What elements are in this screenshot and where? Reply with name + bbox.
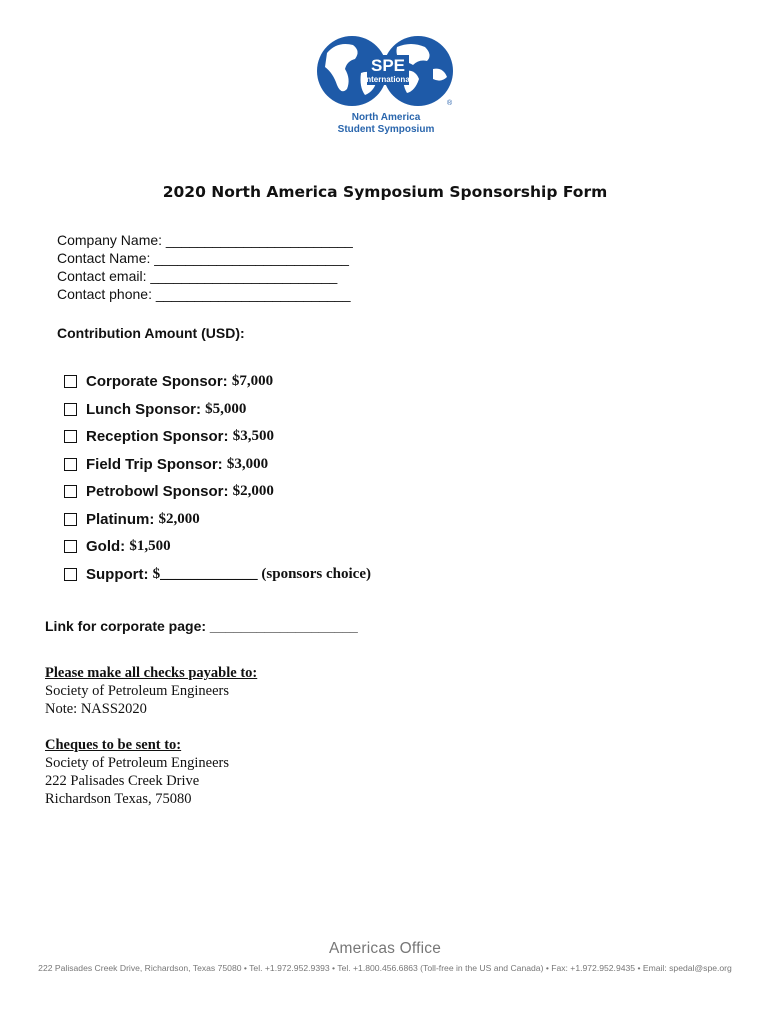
company-name-field[interactable]: Company Name: ________________________ [57,232,353,248]
checks-payable-block [45,664,257,718]
form-title: 2020 North America Symposium Sponsorship Form [162,183,608,201]
contribution-label: Contribution Amount (USD): [57,325,245,341]
option-label: Field Trip Sponsor: [86,455,227,473]
option-platinum[interactable] [64,506,371,534]
checkbox-icon[interactable] [64,375,77,388]
logo-subtitle-line1: North America [351,112,421,123]
option-lunch[interactable] [64,396,371,424]
option-label: Reception Sponsor: [86,428,233,446]
contact-phone-field[interactable]: Contact phone: _________________________ [57,286,351,302]
option-amount: $2,000 [158,510,200,527]
checkbox-icon[interactable] [64,540,77,553]
option-corporate[interactable] [64,368,371,396]
option-amount: $7,000 [231,373,274,390]
option-amount: $3,000 [226,455,269,472]
option-label: Corporate Sponsor: [86,373,232,391]
checkbox-icon[interactable] [64,568,77,581]
sponsorship-options [64,368,371,588]
footer-office: Americas Office [328,940,442,957]
checkbox-icon[interactable] [64,403,77,416]
logo-subtitle [315,112,457,136]
option-amount: $5,000 [205,400,247,417]
option-reception[interactable] [64,423,371,451]
logo-subtitle-line2: Student Symposium [337,124,435,135]
option-label: Petrobowl Sponsor: [86,483,233,501]
option-amount: $1,500 [129,538,171,555]
checks-heading: Please make all checks payable to: [45,665,258,681]
option-amount: $_____________ (sponsors choice) [152,565,371,582]
option-label: Support: [86,565,153,583]
logo-text-sub: International [363,75,413,84]
checks-line2: Note: NASS2020 [45,701,147,717]
cheques-line1: Society of Petroleum Engineers [45,755,230,771]
contact-fields [57,231,353,303]
cheques-line2: 222 Palisades Creek Drive [45,773,200,789]
cheques-address-block [45,736,229,808]
checkbox-icon[interactable] [64,485,77,498]
contact-name-field[interactable]: Contact Name: _________________________ [57,250,349,266]
registered-mark: ® [447,100,453,107]
footer-address: 222 Palisades Creek Drive, Richardson, Texas 75080 • Tel. +1.972.952.9393 • Tel. +1.800.456.6863 (Toll-free in the US and Canada) • Fax: +1.972.952.9435 • Email: spedal@spe.org [38,963,732,973]
option-label: Gold: [86,538,130,556]
checkbox-icon[interactable] [64,458,77,471]
option-label: Platinum: [86,510,159,528]
logo-text-main: SPE [370,56,406,75]
option-label: Lunch Sponsor: [86,400,206,418]
option-amount: $2,000 [232,483,274,500]
cheques-heading: Cheques to be sent to: [45,737,182,753]
globe-logo-icon [315,33,460,113]
cheques-line3: Richardson Texas, 75080 [45,791,192,807]
contact-email-field[interactable]: Contact email: ________________________ [57,268,338,284]
option-gold[interactable] [64,533,371,561]
checkbox-icon[interactable] [64,430,77,443]
checkbox-icon[interactable] [64,513,77,526]
checks-line1: Society of Petroleum Engineers [45,683,230,699]
option-support[interactable] [64,561,371,589]
option-field-trip[interactable] [64,451,371,479]
option-petrobowl[interactable] [64,478,371,506]
corporate-link-field[interactable]: Link for corporate page: ___________________ [45,618,358,634]
option-amount: $3,500 [232,428,274,445]
